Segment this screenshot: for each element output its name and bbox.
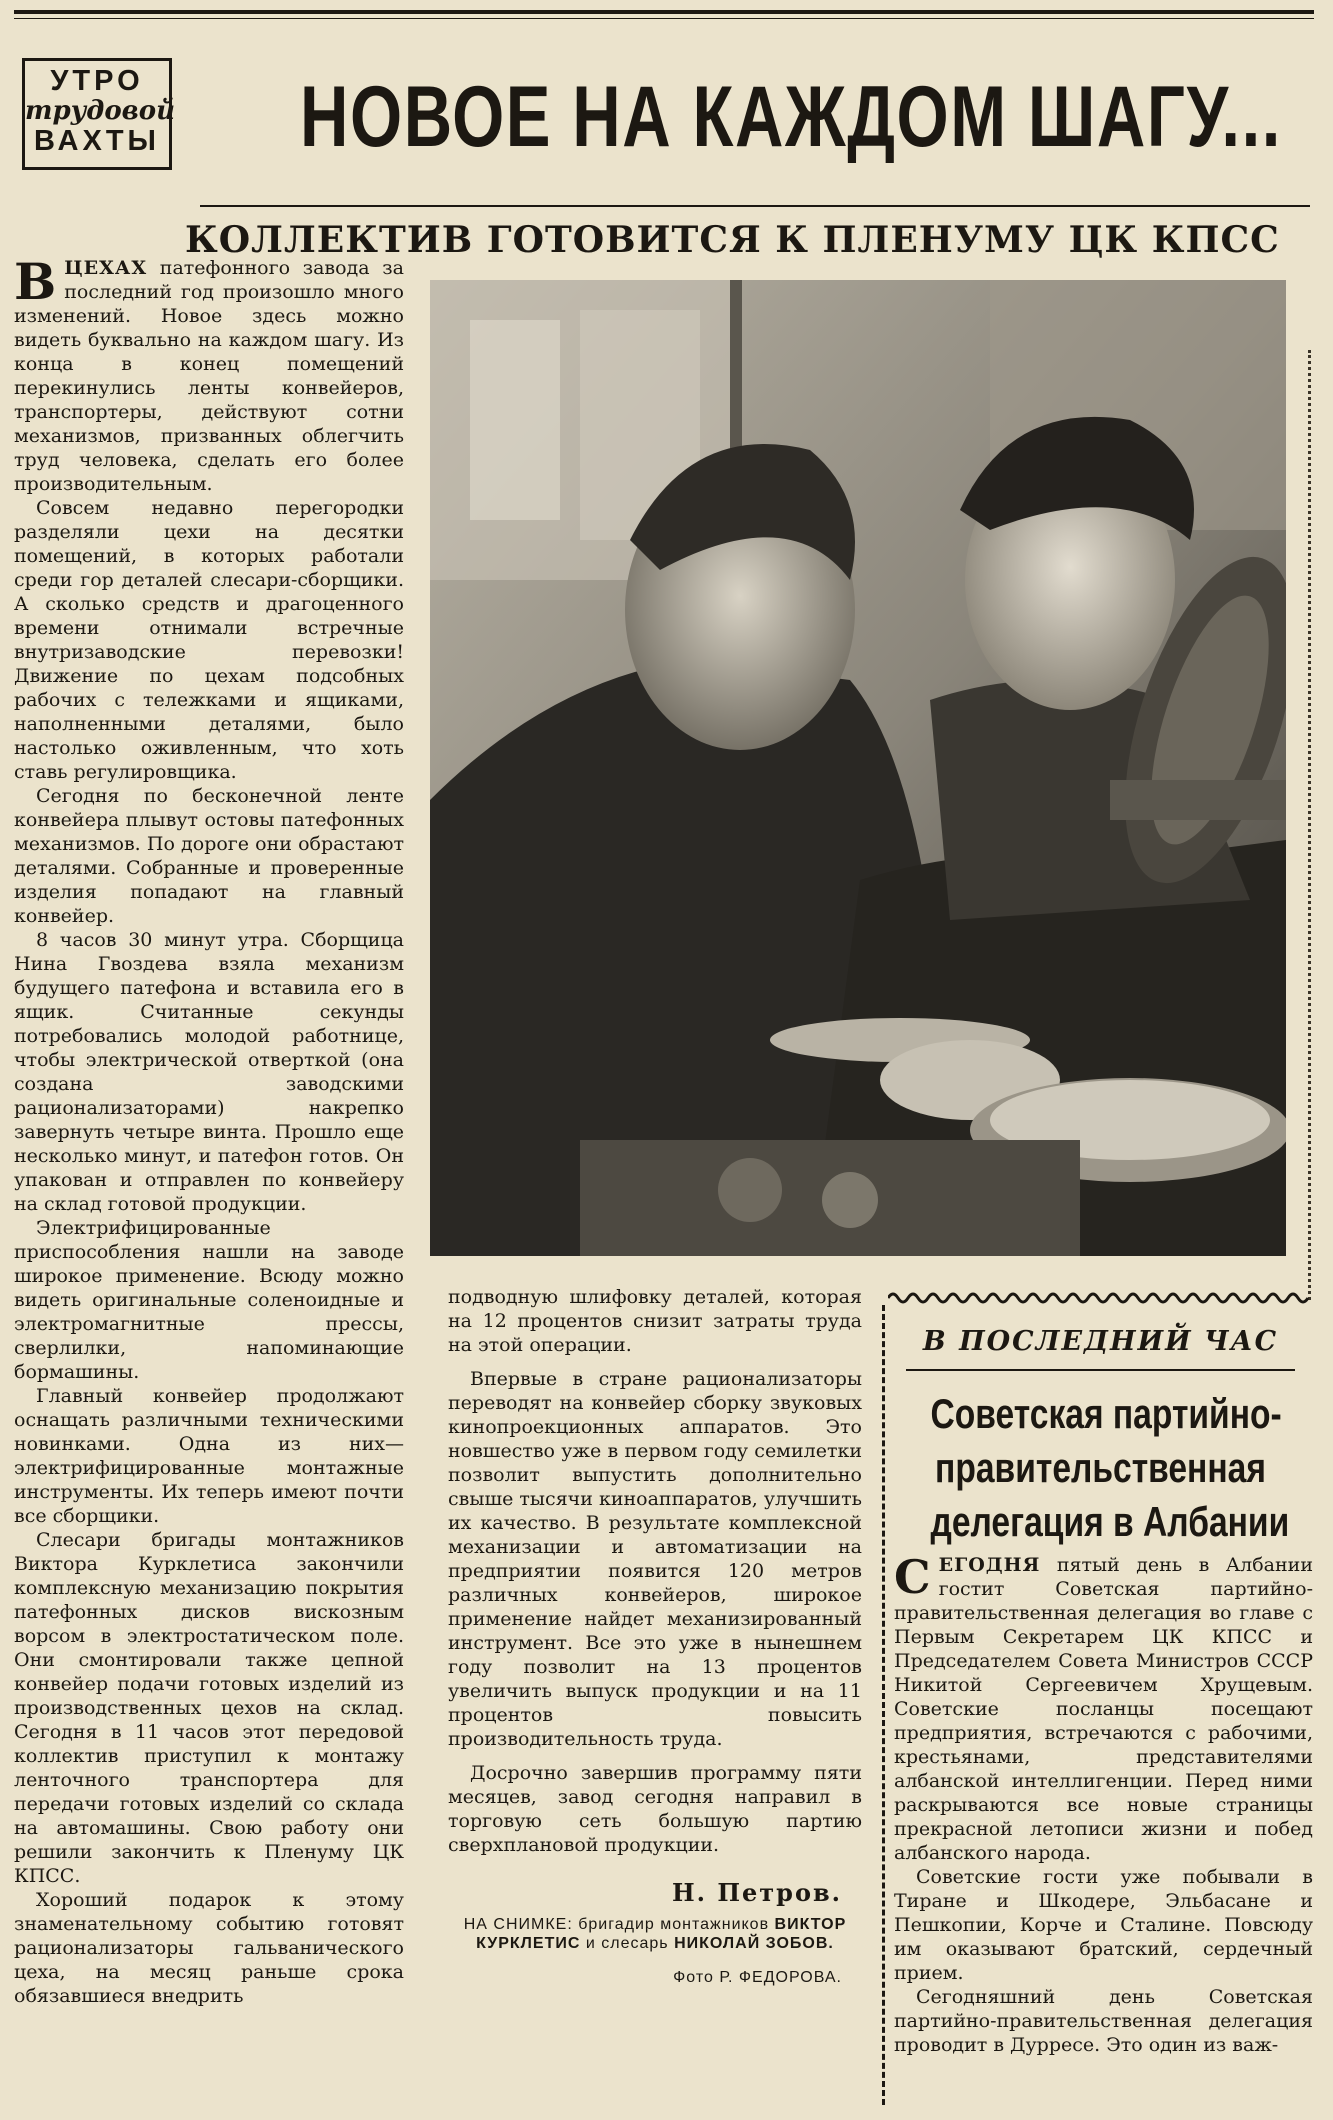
subhead-rule (200, 205, 1310, 207)
article-paragraph: Электрифицированные приспособления нашли на заводе широкое применение. Всюду можно видеть оригинальные соленоидные и электромагнитные прессы, сверлилки, напоминающие бормашины. (14, 1217, 404, 1383)
top-rule-thin (14, 18, 1314, 19)
photo-illustration (430, 280, 1286, 1256)
subhead: КОЛЛЕКТИВ ГОТОВИТСЯ К ПЛЕНУМУ ЦК КПСС (185, 219, 1280, 261)
photo-credit: Фото Р. ФЕДОРОВА. (673, 1969, 842, 1986)
article-paragraph: Хороший подарок к этому знаменательному событию готовят рационализаторы гальванического цеха, на месяц раньше срока обязавшиеся внедрить (14, 1889, 404, 2007)
kicker-rule (906, 1369, 1295, 1371)
lead-caps: ЕГОДНЯ (938, 1554, 1041, 1576)
article-paragraph: Слесари бригады монтажников Виктора Курклетиса закончили комплексную механизацию покрытия патефонных дисков вискозным ворсом в электростатическом поле. Они смонтировали также цепной конвейер подачи готовых изделий из производственных цехов на склад. Сегодня в 11 часов этот передовой коллектив приступил к монтажу ленточного транспортера для передачи готовых изделий со склада на автомашины. Свою работу они решили закончить к Пленуму ЦК КПСС. (14, 1529, 404, 1887)
latest-box-wavy-border (888, 1288, 1313, 1308)
drop-cap: В (14, 256, 57, 311)
article-paragraph: Досрочно завершив программу пяти месяцев, завод сегодня направил в торговую сеть большую партию сверхплановой продукции. (448, 1762, 862, 1856)
article-paragraph: Совсем недавно перегородки разделяли цехи на десятки помещений, в которых работали среди гор деталей слесари-сборщики. А сколько средств и драгоценного времени отнимали встречные внутризаводские перевозки! Движение по цехам подсобных рабочих с тележками и ящиками, наполненными деталями, было настолько оживленным, что хоть ставь регулировщика. (14, 497, 404, 783)
article-paragraph: Главный конвейер продолжают оснащать различными техническими новинками. Одна из них—электрифицированные монтажные инструменты. Их теперь имеют почти все сборщики. (14, 1385, 404, 1527)
article-column-2 (448, 1285, 862, 2085)
latest-news-box (888, 1320, 1313, 2120)
rubric-line-1: УТРО (50, 65, 144, 97)
latest-body (888, 1550, 1313, 2057)
article-paragraph: подводную шлифовку деталей, которая на 12 процентов снизит затраты труда на этой операции. (448, 1286, 862, 1356)
photo-caption (448, 1915, 862, 1953)
latest-paragraph: Советские гости уже побывали в Тиране и Шкодере, Эльбасане и Пешкопии, Корче и Сталине. Повсюду им оказывают братский, сердечный прием. (894, 1866, 1313, 1984)
article-paragraph: 8 часов 30 минут утра. Сборщица Нина Гвоздева взяла механизм будущего патефона и вставила его в ящик. Считанные секунды потребовались молодой работнице, чтобы электрической отверткой (она создана заводскими рационализаторами) накрепко завернуть четыре винта. Прошло еще несколько минут, и патефон готов. Он упакован и отправлен по конвейеру на склад готовой продукции. (14, 929, 404, 1215)
latest-title-line-2: правительственная (935, 1444, 1266, 1491)
article-paragraph (14, 256, 404, 496)
latest-box-left-border (882, 1305, 885, 2105)
article-paragraph: Впервые в стране рационализаторы переводят на конвейер сборку звуковых кинопроекционных аппаратов. Это новшество уже в первом году семилетки позволит выпустить дополнительно свыше тысячи киноаппаратов, улучшить их качество. В результате комплексной механизации и автоматизации на предприятии появится 120 метров различных конвейеров, широкое применение найдет механизированный инструмент. Все это уже в нынешнем году позволит на 13 процентов увеличить выпуск продукции и на 11 процентов повысить производительность труда. (448, 1368, 862, 1750)
latest-title (930, 1387, 1290, 1549)
rubric-line-3: ВАХТЫ (34, 125, 160, 157)
caption-text: НА СНИМКЕ: бригадир монтажников (463, 1916, 770, 1933)
caption-name-1: ВИКТОР КУРКЛЕТИС (476, 1916, 847, 1952)
latest-title-line-3: делегация в Албании (930, 1498, 1290, 1545)
rubric-box (22, 58, 175, 170)
latest-kicker: В ПОСЛЕДНИЙ ЧАС (922, 1326, 1279, 1357)
paragraph-text: пятый день в Албании гостит Советская партийно-правительственная делегация во главе с Первым Секретарем ЦК КПСС и Председателем Совета Министров СССР Никитой Сергеевичем Хрущевым. Советские посланцы посещают предприятия, встречаются с рабочими, крестьянами, представителями албанской интеллигенции. Перед ними раскрываются все новые страницы прекрасной летописи жизни и побед албанского народа. (894, 1554, 1313, 1864)
rubric-line-2: трудовой (25, 96, 175, 126)
news-photo (430, 280, 1286, 1256)
paragraph-text: патефонного завода за последний год произошло много изменений. Новое здесь можно видеть буквально на каждом шагу. Из конца в конец помещений перекинулись ленты конвейеров, транспортеры, действуют сотни механизмов, призванных облегчить труд человека, сделать его более производительным. (14, 257, 404, 495)
author-signature: Н. Петров. (671, 1878, 842, 1907)
caption-name-2: НИКОЛАЙ ЗОБОВ. (674, 1935, 834, 1952)
right-border-dots (1308, 350, 1317, 1300)
article-column-1 (14, 256, 404, 2101)
latest-title-line-1: Советская партийно- (930, 1390, 1282, 1437)
headline: НОВОЕ НА КАЖДОМ ШАГУ... (300, 69, 1282, 165)
drop-cap: С (894, 1550, 931, 1604)
caption-text: и слесарь (585, 1935, 669, 1952)
lead-caps: ЦЕХАХ (64, 257, 148, 279)
article-paragraph: Сегодня по бесконечной ленте конвейера плывут остовы патефонных механизмов. По дороге они обрастают деталями. Собранные и проверенные изделия попадают на главный конвейер. (14, 785, 404, 927)
latest-paragraph (894, 1550, 1313, 1865)
latest-paragraph: Сегодняшний день Советская партийно-правительственная делегация проводит в Дурресе. Это один из важ- (894, 1986, 1313, 2056)
top-rule (14, 10, 1314, 14)
